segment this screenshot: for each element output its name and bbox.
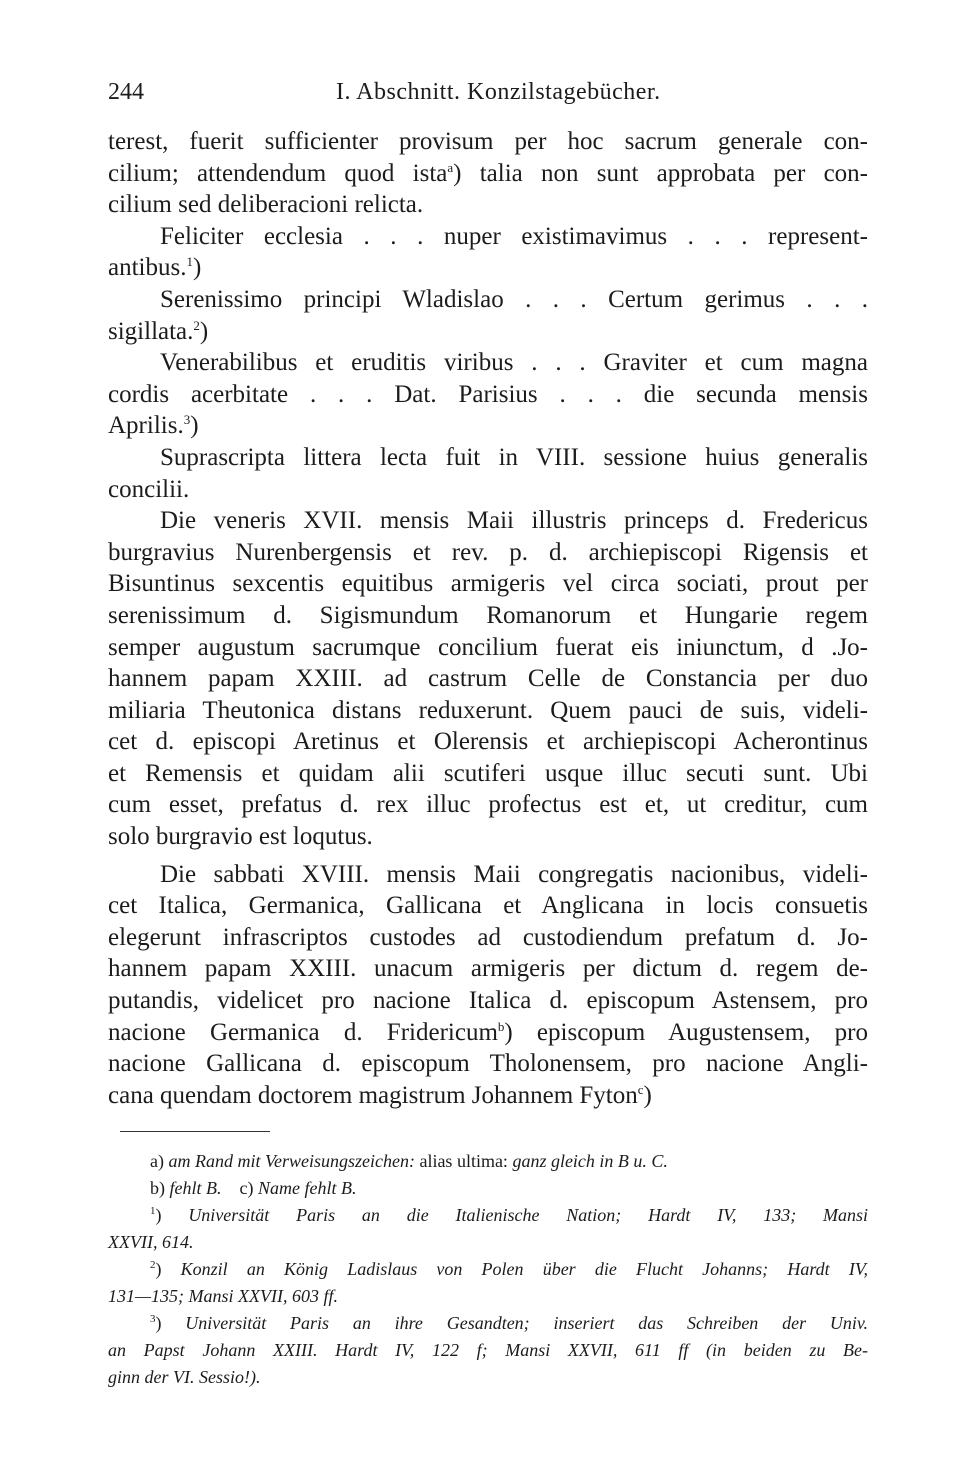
footnote-c: c) Name fehlt B. [239,1178,357,1199]
footnote-2: $^2$) Konzil an König Ladislaus von Polen über die Flucht Johanns; Hardt IV, [150,1259,868,1280]
text-line: hannem papam XXIII. ad castrum Celle de Constancia per duo [108,665,868,693]
text-line: terest, fuerit sufficienter provisum per hoc sacrum generale con- [108,128,868,155]
text-line: burgravius Nurenbergensis et rev. p. d. archiepiscopi Rigensis et [108,538,868,566]
text-line: nacione Germanica d. Fridericum$^b$) episcopum Augustensem, pro [108,1018,868,1046]
footnote-b: b) fehlt B. [150,1178,222,1199]
text-line: miliaria Theutonica distans reduxerunt. Quem pauci de suis, videli- [108,696,868,724]
footnote-mark: 3 [183,412,191,428]
running-head: I. Abschnitt. Konzilstagebücher. [336,79,661,105]
text-line: Bisuntinus sexcentis equitibus armigeris vel circa sociati, prout per [108,570,868,598]
footnote-mark: 1 [186,254,193,270]
text-line: cilium sed deliberacioni relicta. [108,191,424,219]
text-line: nacione Gallicana d. episcopum Tholonensem, pro nacione Angli- [108,1050,868,1078]
text-line: Aprilis.$^3$) [108,412,199,440]
footnote-3-cont: an Papst Johann XXIII. Hardt IV, 122 f; Mansi XXVII, 611 ff (in beiden zu Be- [108,1340,868,1361]
text-line: concilii. [108,475,190,503]
text-line: Feliciter ecclesia . . . nuper existimavimus . . . represent- [160,222,868,250]
footnote-mark: b [497,1018,505,1034]
text-line: hannem papam XXIII. unacum armigeris per dictum d. regem de- [108,955,868,983]
text-line: Suprascripta littera lecta fuit in VIII. sessione huius generalis [160,443,868,471]
page [108,72,868,1391]
footnote-b-c [108,1175,868,1202]
footnotes [108,1148,868,1391]
text-line: Serenissimo principi Wladislao . . . Certum gerimus . . . [160,285,868,313]
text-line: elegerunt infrascriptos custodes ad custodiendum prefatum d. Jo- [108,923,868,951]
text-line: Die veneris XVII. mensis Maii illustris princeps d. Fredericus [160,507,868,535]
footnote-mark: 2 [193,317,200,333]
text-line: antibus.$^1$) [108,254,202,282]
footnote-a: a) am Rand mit Verweisungszeichen: alias ultima: ganz gleich in B u. C. [150,1151,668,1172]
text-line: solo burgravio est loqutus. [108,823,373,851]
text-line: cilium; attendendum quod ista$^a$) talia non sunt approbata per con- [108,159,868,187]
footnote-mark: a [447,159,454,175]
footnote-1-cont: XXVII, 614. [108,1232,194,1253]
footnote-1: $^1$) Universität Paris an die Italienische Nation; Hardt IV, 133; Mansi [150,1205,868,1226]
text-line: sigillata.$^2$) [108,317,209,345]
body-text [108,126,868,1111]
text-line: putandis, videlicet pro nacione Italica d. episcopum Astensem, pro [108,987,868,1015]
footnote-3: $^3$) Universität Paris an ihre Gesandten; inseriert das Schreiben der Univ. [150,1313,868,1334]
text-line: semper augustum sacrumque concilium fuerat eis iniunctum, d .Jo- [108,633,868,661]
text-line: Venerabilibus et eruditis viribus . . . Graviter et cum magna [160,349,868,377]
text-line: serenissimum d. Sigismundum Romanorum et Hungarie regem [108,601,868,629]
footnote-mark: c [637,1081,644,1097]
footnote-3-cont: ginn der VI. Sessio!). [108,1367,261,1388]
text-line: et Remensis et quidam alii scutiferi usque illuc secuti sunt. Ubi [108,759,868,787]
text-line: cet d. episcopi Aretinus et Olerensis et archiepiscopi Acherontinus [108,728,868,756]
text-line: cum esset, prefatus d. rex illuc profectus est et, ut creditur, cum [108,791,868,819]
footnote-rule [120,1131,270,1132]
footnote-2-cont: 131—135; Mansi XXVII, 603 ff. [108,1286,338,1307]
text-line: cet Italica, Germanica, Gallicana et Anglicana in locis consuetis [108,892,868,920]
text-line: cana quendam doctorem magistrum Johannem Fyton$^c$) [108,1081,652,1109]
page-number: 244 [108,79,144,105]
text-line: Die sabbati XVIII. mensis Maii congregatis nacionibus, videli- [160,860,868,888]
page-header [108,72,868,112]
text-line: cordis acerbitate . . . Dat. Parisius . . . die secunda mensis [108,380,868,408]
